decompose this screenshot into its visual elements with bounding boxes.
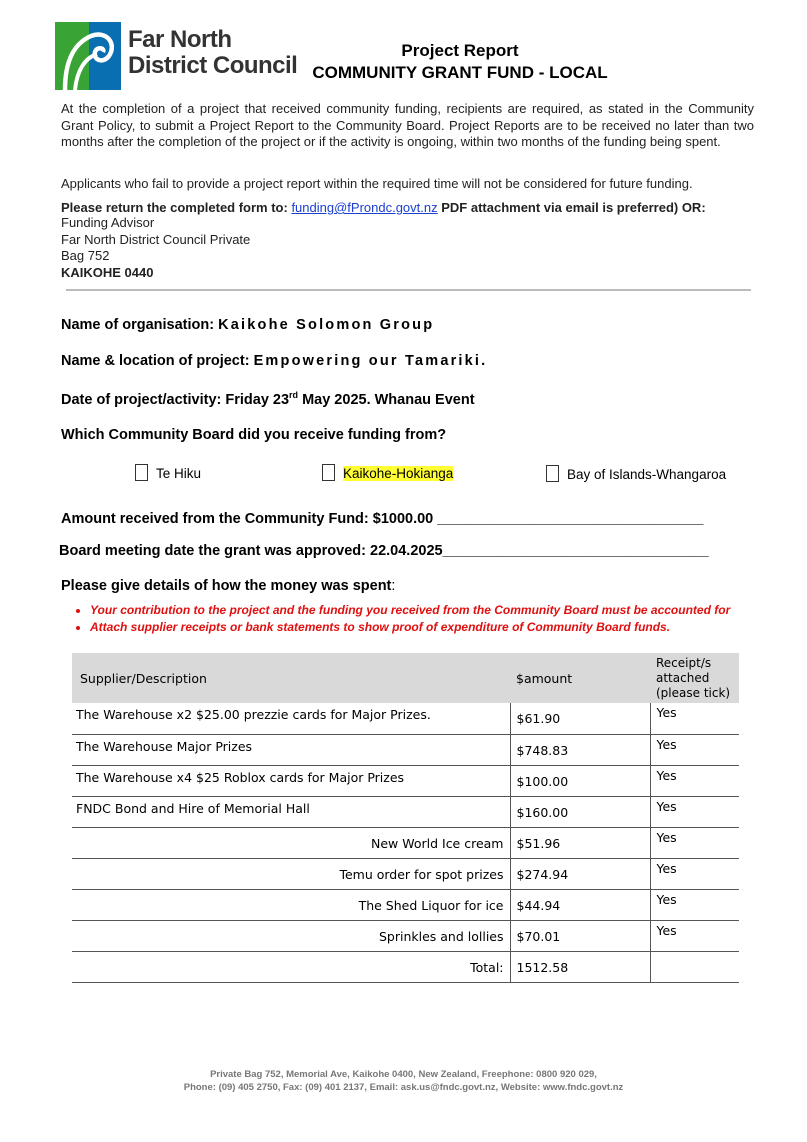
row-description[interactable]: The Shed Liquor for ice [358, 897, 504, 913]
row-amount[interactable]: $51.96 [510, 827, 650, 858]
project-field [61, 353, 487, 369]
row-description[interactable]: The Warehouse Major Prizes [76, 738, 253, 754]
details-label: Please give details of how the money was spent [61, 578, 392, 594]
org-value[interactable]: Kaikohe Solomon Group [218, 317, 435, 333]
header-receipt-line-2: attached [656, 670, 710, 685]
date-rest[interactable]: May 2025. Whanau Event [298, 391, 475, 408]
row-amount[interactable]: $100.00 [510, 765, 650, 796]
date-superscript: rd [289, 390, 299, 400]
expenditure-table [72, 653, 739, 983]
intro-warning: Applicants who fail to provide a project report within the required time will not be considered for future funding. [61, 176, 693, 191]
project-value[interactable]: Empowering our Tamariki. [253, 353, 488, 369]
row-amount[interactable]: $44.94 [510, 889, 650, 920]
row-receipt[interactable]: Yes [656, 736, 677, 752]
row-description[interactable]: New World Ice cream [370, 835, 504, 851]
row-description[interactable]: The Warehouse x2 $25.00 prezzie cards for Major Prizes. [76, 707, 431, 722]
total-row [72, 951, 739, 982]
org-label: Name of organisation: [61, 317, 219, 333]
title-line-2: COMMUNITY GRANT FUND - LOCAL [312, 63, 608, 82]
funding-email-link[interactable]: funding@fProndc.govt.nz [291, 200, 438, 215]
te-hiku-checkbox[interactable] [135, 464, 148, 481]
meeting-date[interactable]: Board meeting date the grant was approved: 22.04.2025_________________________________ [59, 543, 709, 559]
row-description[interactable]: Sprinkles and lollies [378, 928, 504, 944]
row-amount[interactable]: $61.90 [510, 703, 650, 734]
address-line-3: Bag 752 [61, 248, 110, 263]
footer-line-1: Private Bag 752, Memorial Ave, Kaikohe 0400, New Zealand, Freephone: 0800 920 029, [210, 1069, 597, 1080]
title-line-1: Project Report [401, 41, 519, 60]
table-row [72, 858, 739, 889]
table-row [72, 765, 739, 796]
te-hiku-label: Te Hiku [156, 466, 202, 481]
row-receipt[interactable]: Yes [656, 922, 677, 938]
row-amount[interactable]: $274.94 [510, 858, 650, 889]
row-receipt[interactable]: Yes [656, 767, 677, 783]
header-receipt [650, 653, 739, 703]
kaikohe-hokianga-checkbox[interactable] [322, 464, 335, 481]
row-receipt[interactable]: Yes [656, 891, 677, 907]
row-amount[interactable]: $70.01 [510, 920, 650, 951]
date-label: Date of project/activity: Friday 23 [61, 391, 290, 408]
option-kaikohe-hokianga[interactable] [322, 464, 453, 481]
details-heading [61, 578, 395, 594]
row-receipt[interactable]: Yes [656, 860, 677, 876]
address-line-2: Far North District Council Private [61, 232, 251, 247]
footer [0, 1068, 807, 1094]
organisation-field [61, 317, 434, 333]
row-amount[interactable]: $748.83 [510, 734, 650, 765]
row-description[interactable]: The Warehouse x4 $25 Roblox cards for Major Prizes [76, 769, 405, 785]
address-line-4: KAIKOHE 0440 [61, 265, 154, 280]
table-row [72, 827, 739, 858]
instructions-list [72, 602, 730, 636]
table-row [72, 734, 739, 765]
row-description[interactable]: Temu order for spot prizes [339, 866, 504, 882]
amount-received[interactable]: Amount received from the Community Fund: $1000.00 _________________________________ [61, 511, 704, 527]
council-logo-icon [55, 22, 125, 92]
option-bay-of-islands[interactable] [546, 465, 726, 482]
board-question: Which Community Board did you receive funding from? [61, 427, 447, 443]
intro-paragraph: At the completion of a project that received community funding, recipients are required, as stated in the Community Grant Policy, to submit a Project Report to the Community Board. Project Reports are to be received no later than two months after the completion of the project or if the activity is ongoing, within two months of the funding being spent. [61, 101, 754, 149]
total-value[interactable]: 1512.58 [510, 951, 650, 982]
logo-line-1: Far North [128, 26, 232, 53]
date-field [61, 390, 475, 408]
project-label: Name & location of project: [61, 353, 254, 369]
bay-of-islands-label: Bay of Islands-Whangaroa [567, 467, 727, 482]
kaikohe-hokianga-label: Kaikohe-Hokianga [343, 466, 454, 481]
row-receipt[interactable]: Yes [656, 829, 677, 845]
row-amount[interactable]: $160.00 [510, 796, 650, 827]
address-line-1: Funding Advisor [61, 215, 155, 230]
details-colon: : [391, 578, 396, 594]
table-row [72, 796, 739, 827]
council-name [128, 27, 297, 79]
row-receipt[interactable]: Yes [656, 705, 677, 720]
table-row [72, 920, 739, 951]
row-receipt[interactable]: Yes [656, 798, 677, 814]
option-te-hiku[interactable] [135, 464, 201, 481]
header-receipt-line-1: Receipt/s [656, 655, 712, 670]
row-description[interactable]: FNDC Bond and Hire of Memorial Hall [76, 800, 310, 816]
logo-line-2: District Council [128, 52, 298, 79]
bay-of-islands-checkbox[interactable] [546, 465, 559, 482]
total-receipt-cell[interactable] [650, 951, 739, 982]
note-receipts: • Attach supplier receipts or bank statements to show proof of expenditure of Community Board funds. [90, 619, 730, 636]
divider [66, 289, 751, 291]
return-instructions [61, 200, 706, 215]
header-description: Supplier/Description [72, 653, 510, 703]
header-receipt-line-3: (please tick) [656, 685, 731, 700]
header-amount: $amount [510, 653, 650, 703]
return-suffix: PDF attachment via email is preferred) OR: [437, 200, 706, 215]
table-row [72, 703, 739, 734]
return-prefix: Please return the completed form to: [61, 200, 292, 215]
table-row [72, 889, 739, 920]
note-accounted: • Your contribution to the project and the funding you received from the Community Board must be accounted for [90, 602, 730, 619]
footer-line-2: Phone: (09) 405 2750, Fax: (09) 401 2137, Email: ask.us@fndc.govt.nz, Website: www.fndc.govt.nz [183, 1082, 624, 1093]
total-label: Total: [470, 959, 504, 975]
